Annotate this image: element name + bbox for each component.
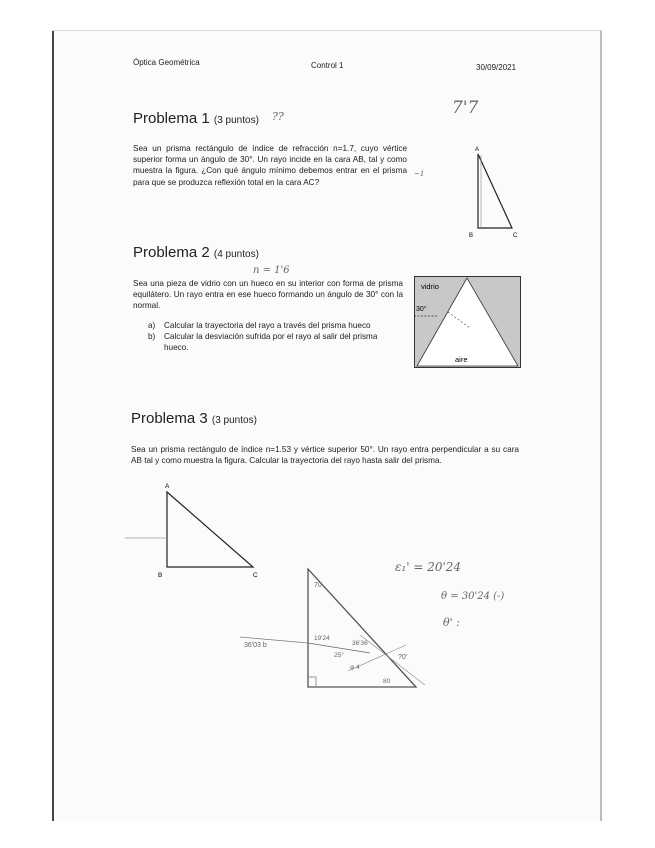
angle-label: 30°	[416, 306, 427, 313]
vertex-b-label-3: B	[158, 572, 163, 579]
vertex-c-label-3: C	[253, 572, 258, 579]
sketch-angle-out: ?0'	[398, 654, 408, 661]
handwritten-grade: 7'7	[452, 98, 479, 118]
header-exam: Control 1	[311, 61, 344, 70]
sketch-angle-small: φ 4	[350, 664, 360, 671]
problem-3-text: Sea un prisma rectángulo de índice n=1.53 y vértice superior 50°. Un rayo entra perpendicular a su cara AB tal y como muestra la figura. Calcular la trayectoria del rayo hasta salir del prisma.	[131, 445, 519, 466]
handwritten-side-note: ~1	[414, 170, 425, 178]
prism-triangle	[478, 154, 512, 228]
handwritten-question-marks: ??	[272, 110, 284, 123]
handwritten-index-note: n = 1'6	[253, 265, 290, 276]
problem-1-text: Sea un prisma rectángulo de índice de refracción n=1.7, cuyo vértice superior forma un ángulo de 30°. Un rayo incide en la cara AB, tal y como muestra la figura. ¿Con qué ángulo mínimo debemos entrar en el prisma para que se produzca reflexión total en la cara AC?	[133, 144, 407, 187]
problem-2-figure	[414, 276, 521, 368]
problem-2-text: Sea una pieza de vidrio con un hueco en su interior con forma de prisma equilátero. Un rayo entra en ese hueco formando un ángulo de 30° con la normal.	[133, 279, 403, 311]
header-course: Óptica Geométrica	[133, 58, 200, 67]
air-label: aire	[455, 355, 468, 364]
problem-2-item-b: b) Calcular la desviación sufrida por el rayo al salir del prisma hueco.	[148, 332, 378, 353]
problem-1-title: Problema 1 (3 puntos)	[133, 110, 259, 127]
sketch-angle-mid: 25°	[334, 652, 344, 659]
glass-label: vidrio	[421, 282, 439, 291]
sketch-angle-right: 36'36	[352, 640, 368, 647]
handwritten-sketch	[230, 555, 430, 695]
vertex-a-label: A	[475, 147, 480, 153]
vertex-c-label: C	[513, 233, 518, 239]
sketch-angle-left: 36'03 b	[244, 642, 267, 649]
sketch-angle-top: 70	[314, 582, 322, 589]
problem-2-item-a: a) Calcular la trayectoria del rayo a través del prisma hueco	[148, 321, 371, 330]
sketch-prism	[308, 569, 416, 687]
sketch-angle-inner: 19'24	[314, 635, 330, 642]
vertex-a-label-3: A	[165, 483, 170, 490]
handwritten-eps-line: ε₁' = 20'24	[395, 560, 462, 574]
problem-2-items	[148, 320, 403, 354]
sketch-right-angle	[308, 677, 316, 687]
header-date: 30/09/2021	[476, 63, 517, 72]
problem-1-figure	[460, 140, 530, 245]
problem-2-title: Problema 2 (4 puntos)	[133, 244, 259, 261]
vertex-b-label: B	[469, 233, 474, 239]
sketch-normal	[360, 635, 425, 685]
problem-3-title: Problema 3 (3 puntos)	[131, 410, 257, 427]
handwritten-theta-prime-line: θ' :	[443, 616, 460, 629]
sketch-angle-bottom: 80	[383, 678, 391, 685]
handwritten-theta-line: θ = 30'24 (-)	[441, 591, 505, 602]
